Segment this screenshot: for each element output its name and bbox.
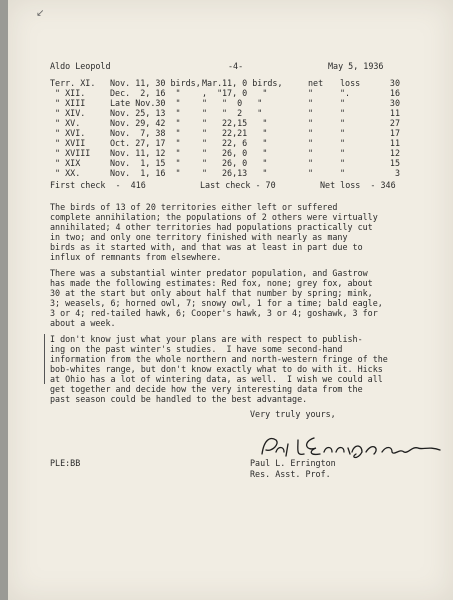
paragraph-publishing: I don't know just what your plans are with respect to publish- ing on the past winter's studies. I have some second-hand information from the whole northern and north-western fringe of the bob-whites range, but don't know exactly what to do with it. Hicks at Ohio has a lot of wintering data, as well. I wish we could all get together and decide how the very interesting data from the past season could be handled to the best advantage. [50,334,388,404]
table-row: " XIII Late Nov.30 " " " 0 " " " 30 [50,98,400,108]
table-row: " XVI. Nov. 7, 38 " " 22,21 " " " 17 [50,128,400,138]
table-row: " XX. Nov. 1, 16 " " 26,13 " " " 3 [50,168,400,178]
table-row: " XV. Nov. 29, 42 " " 22,15 " " " 27 [50,118,400,128]
paragraph-predators: There was a substantial winter predator population, and Gastrow has made the following estimates: Red fox, none; grey fox, about 30 at the start but only about half that number by spring; mink, 3; weasels, 6; horned owl, 7; snowy owl, 1 for a time; bald eagle, 3 or 4; red-tailed hawk, 6; Cooper's hawk, 3 or 4; goshawk, 3 for about a week. [50,268,383,328]
net-loss: Net loss - 346 [320,180,396,190]
margin-mark [44,334,45,384]
table-row: " XVIII Nov. 11, 12 " " 26, 0 " " " 12 [50,148,400,158]
recipient-name: Aldo Leopold [50,61,111,71]
letter-page [8,0,453,600]
signer-name: Paul L. Errington [250,458,336,468]
table-row: " XIV. Nov. 25, 13 " " " 2 " " " 11 [50,108,400,118]
table-row: " XII. Dec. 2, 16 " , " 17, 0 " " ". 16 [50,88,400,98]
table-row: " XVII Oct. 27, 17 " " 22, 6 " " " 11 [50,138,400,148]
paragraph-territories: The birds of 13 of 20 territories either left or suffered complete annihilation; the populations of 2 others were virtually annihilated; 4 other territories had populations practically cut in two; and only one territory finished with nearly as many birds as it started with, and that was at least in part due to influx of remnants from elsewhere. [50,202,378,262]
last-check: Last check - 70 [200,180,276,190]
letter-date: May 5, 1936 [328,61,384,71]
page-number: -4- [228,61,244,71]
territory-table [50,78,410,178]
closing-line: Very truly yours, [250,409,336,419]
typist-initials: PLE:BB [50,458,81,468]
signer-title: Res. Asst. Prof. [250,469,331,479]
table-row: " XIX Nov. 1, 15 " " 26, 0 " " " 15 [50,158,400,168]
first-check: First check - 416 [50,180,146,190]
check-summary [50,180,410,190]
fold-mark: ↙ [36,8,45,19]
table-row: Terr. XI. Nov. 11, 30 birds, Mar. 11, 0 birds, net loss 30 [50,78,400,88]
